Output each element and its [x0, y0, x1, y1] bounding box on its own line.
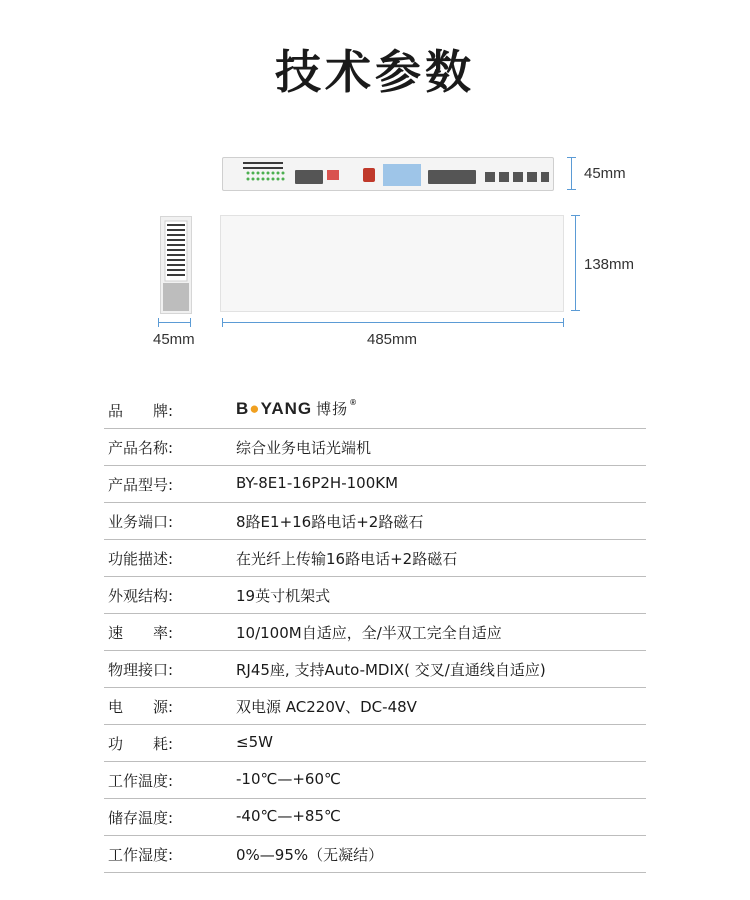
- spec-label: 产品型号:: [108, 476, 174, 494]
- spec-label: 功能描述:: [108, 550, 174, 568]
- spec-label: 外观结构:: [108, 587, 174, 605]
- device-top-view-image: [220, 215, 564, 312]
- device-side-view-image: [160, 216, 192, 314]
- spec-label: 速 率:: [108, 624, 174, 642]
- spec-label: 功 耗:: [108, 735, 174, 753]
- width-tick-right: [563, 318, 564, 327]
- width-tick-left: [222, 318, 223, 327]
- spec-row: [104, 540, 646, 577]
- spec-row: [104, 503, 646, 540]
- spec-value: 双电源 AC220V、DC-48V: [236, 698, 417, 716]
- spec-value: 10/100M自适应，全/半双工完全自适应: [236, 624, 502, 642]
- spec-row: [104, 614, 646, 651]
- spec-label: 产品名称:: [108, 439, 174, 457]
- depth-dimension-line: [575, 215, 576, 311]
- spec-value: 在光纤上传输16路电话+2路磁石: [236, 550, 458, 568]
- spec-label: 电 源:: [108, 698, 174, 716]
- spec-row: [104, 651, 646, 688]
- spec-row: [104, 725, 646, 762]
- spec-row: [104, 429, 646, 466]
- spec-value: ≤5W: [236, 733, 273, 751]
- device-front-panel-image: [222, 157, 554, 191]
- spec-value: 8路E1+16路电话+2路磁石: [236, 513, 424, 531]
- spec-value: 19英寸机架式: [236, 587, 331, 605]
- depth-dimension-tick-top: [571, 215, 580, 216]
- spec-row: [104, 836, 646, 873]
- brand-logo: [236, 398, 357, 419]
- height-dimension-tick-top: [567, 157, 576, 158]
- depth-dimension-label: 138mm: [584, 256, 635, 273]
- side-width-dimension-line: [158, 322, 191, 323]
- height-dimension-tick-bottom: [567, 189, 576, 190]
- brand-logo-reg: ®: [350, 398, 358, 407]
- height-dimension-label: 45mm: [584, 165, 626, 182]
- depth-dimension-tick-bottom: [571, 310, 580, 311]
- spec-row: [104, 799, 646, 836]
- spec-value: RJ45座, 支持Auto-MDIX( 交叉/直通线自适应): [236, 661, 546, 679]
- spec-row: [104, 466, 646, 503]
- side-width-dimension-label: 45mm: [153, 331, 195, 348]
- device-side-vent-graphic: [161, 217, 191, 313]
- brand-logo-rest: YANG: [260, 399, 313, 418]
- spec-label: 物理接口:: [108, 661, 174, 679]
- width-dimension-label: 485mm: [367, 331, 418, 348]
- side-width-tick-left: [158, 318, 159, 327]
- spec-value: 0%—95%（无凝结）: [236, 846, 384, 864]
- spec-value: -10℃—+60℃: [236, 770, 341, 788]
- brand-logo-o-icon: ●: [249, 399, 261, 418]
- spec-row: [104, 688, 646, 725]
- spec-value: 综合业务电话光端机: [236, 439, 372, 457]
- spec-label: 品 牌:: [108, 402, 174, 420]
- spec-label: 工作湿度:: [108, 846, 174, 864]
- spec-row-brand: [104, 392, 646, 429]
- device-front-panel-graphic: [223, 158, 553, 190]
- brand-logo-cn: 博扬: [316, 401, 349, 418]
- spec-label: 工作温度:: [108, 772, 174, 790]
- spec-value: BY-8E1-16P2H-100KM: [236, 474, 399, 492]
- page-title: 技术参数: [275, 45, 475, 99]
- spec-label: 储存温度:: [108, 809, 174, 827]
- spec-table: [104, 392, 646, 873]
- spec-value: -40℃—+85℃: [236, 807, 341, 825]
- width-dimension-line: [222, 322, 564, 323]
- side-width-tick-right: [190, 318, 191, 327]
- spec-label: 业务端口:: [108, 513, 174, 531]
- brand-logo-b: B: [236, 399, 250, 418]
- spec-row: [104, 577, 646, 614]
- height-dimension-line: [571, 157, 572, 189]
- spec-row: [104, 762, 646, 799]
